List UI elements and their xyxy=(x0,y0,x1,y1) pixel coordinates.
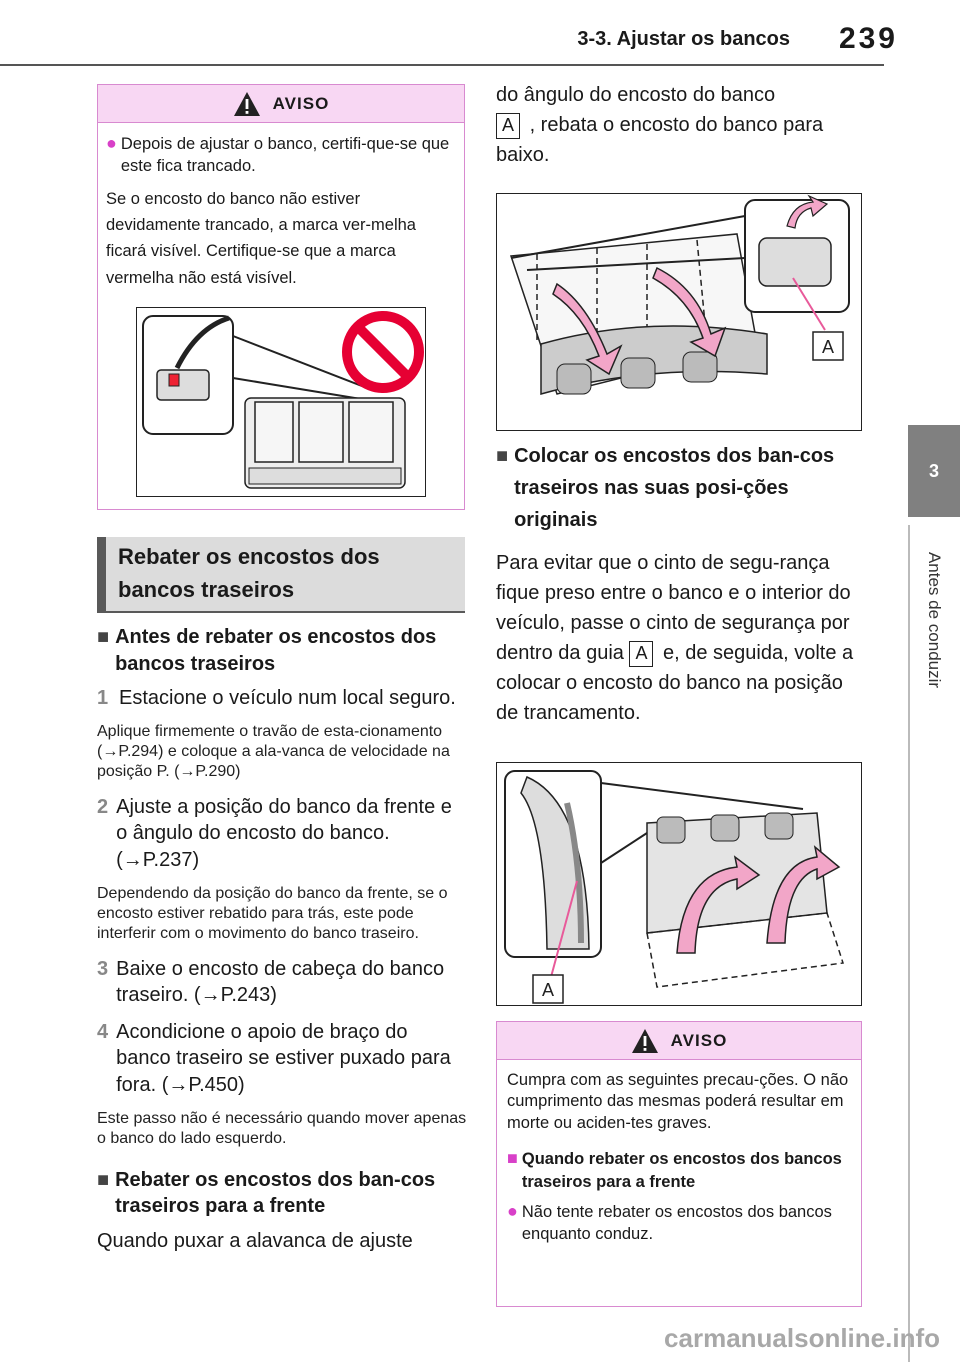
warning-bullet xyxy=(106,133,456,178)
bullet-dot-icon: ● xyxy=(507,1200,518,1221)
step-text: Estacione o veículo num local seguro. xyxy=(119,687,456,710)
section-header-title: 3-3. Ajustar os bancos xyxy=(577,28,790,50)
square-bullet-icon: ■ xyxy=(97,1168,110,1191)
figure-red-mark xyxy=(136,307,426,497)
step-number: 2 xyxy=(97,795,109,818)
label-a-box-inline: A xyxy=(629,641,653,667)
warning-bullet-text: Não tente rebater os encostos dos bancos enquanto conduz. xyxy=(521,1202,832,1244)
warning-header xyxy=(98,85,464,123)
square-bullet-icon: ■ xyxy=(97,626,110,648)
figure-restore xyxy=(496,762,862,1006)
left-column xyxy=(97,624,467,1254)
step-3 xyxy=(97,956,467,1009)
step-text: Ajuste a posição do banco da frente e o ângulo do encosto do banco. (→P.237) xyxy=(116,795,452,871)
paragraph2-start: Para evitar que o cinto de segu-rança fique preso entre o banco e o interior do veículo, passe o cinto de segurança por dentro da guia xyxy=(496,552,851,664)
warning-box-bottom xyxy=(496,1021,862,1307)
paragraph-start: Quando puxar a alavanca de ajuste xyxy=(97,1229,413,1252)
warning-bullet xyxy=(507,1201,851,1246)
square-bullet-icon: ■ xyxy=(507,1148,518,1169)
watermark: carmanualsonline.info xyxy=(664,1323,940,1353)
figure-label-a: A xyxy=(821,337,835,357)
step-text: Baixe o encosto de cabeça do banco traseiro. (→P.243) xyxy=(116,957,445,1007)
chapter-number: 3 xyxy=(928,460,939,481)
step-text: Acondicione o apoio de braço do banco traseiro se estiver puxado para fora. (→P.450) xyxy=(116,1020,451,1096)
warning-title: AVISO xyxy=(670,1030,728,1050)
page-number: 239 xyxy=(838,22,898,55)
warning-triangle-icon xyxy=(631,1028,659,1054)
paragraph2 xyxy=(496,548,866,728)
step-number: 1 xyxy=(97,687,109,710)
subheading-text: Rebater os encostos dos ban-cos traseiros para a frente xyxy=(115,1168,436,1218)
paragraph2-end: e, de seguida, volte a colocar o encosto do banco na posição de trancamento. xyxy=(496,642,854,724)
warning-text: Se o encosto do banco não estiver devidamente trancado, a marca ver-melha ficará visível. Certifique-se que a marca vermelha não está visível. xyxy=(106,189,416,287)
step-1 xyxy=(97,685,467,712)
paragraph-cont-2-row xyxy=(496,110,866,170)
subheading-restore xyxy=(496,440,866,536)
side-divider xyxy=(908,525,910,1362)
chapter-label-wrap xyxy=(908,520,960,720)
step-number: 4 xyxy=(97,1020,109,1043)
subheading-text: Colocar os encostos dos ban-cos traseiros nas suas posi-ções originais xyxy=(514,445,835,531)
square-bullet-icon: ■ xyxy=(496,445,509,467)
warning-subheading xyxy=(507,1148,851,1193)
step-number: 3 xyxy=(97,957,109,980)
label-a-box: A xyxy=(496,113,520,139)
subheading-before-fold xyxy=(97,624,467,677)
step-1-note: Aplique firmemente o travão de esta-cionamento (→P.294) e coloque a ala-vanca de velocidade na posição P. (→P.290) xyxy=(97,722,450,780)
paragraph-cont-1: do ângulo do encosto do banco xyxy=(496,84,776,106)
right-column-top xyxy=(496,80,866,170)
right-column-mid xyxy=(496,440,866,728)
warning-box-top xyxy=(97,84,465,510)
header-divider xyxy=(0,64,884,66)
chapter-tab xyxy=(908,425,960,517)
section-heading: Rebater os encostos dos bancos traseiros xyxy=(97,537,465,613)
step-2 xyxy=(97,794,467,874)
bullet-dot-icon: ● xyxy=(106,133,117,153)
subheading-text: Antes de rebater os encostos dos bancos traseiros xyxy=(115,626,437,675)
figure-label-a: A xyxy=(541,980,555,1000)
paragraph-cont-2: , rebata o encosto do banco para baixo. xyxy=(496,114,824,166)
warning-bullet-text: Depois de ajustar o banco, certifi-que-se que este fica trancado. xyxy=(120,135,450,176)
warning-sub-text: Quando rebater os encostos dos bancos traseiros para a frente xyxy=(521,1150,842,1191)
warning-text: Cumpra com as seguintes precau-ções. O não cumprimento das mesmas poderá resultar em morte ou aciden-tes graves. xyxy=(507,1071,849,1132)
step-4 xyxy=(97,1019,467,1099)
warning-triangle-icon xyxy=(233,91,261,117)
chapter-label: Antes de conduzir xyxy=(925,551,944,689)
figure-fold-down xyxy=(496,193,862,431)
subheading-fold-forward xyxy=(97,1167,467,1220)
warning-title: AVISO xyxy=(272,93,330,113)
step-4-note: Este passo não é necessário quando mover apenas o banco do lado esquerdo. xyxy=(97,1109,467,1147)
step-2-note: Dependendo da posição do banco da frente, se o encosto estiver rebatido para trás, este pode interferir com o movimento do banco traseiro. xyxy=(97,884,448,942)
warning-header xyxy=(497,1022,861,1060)
